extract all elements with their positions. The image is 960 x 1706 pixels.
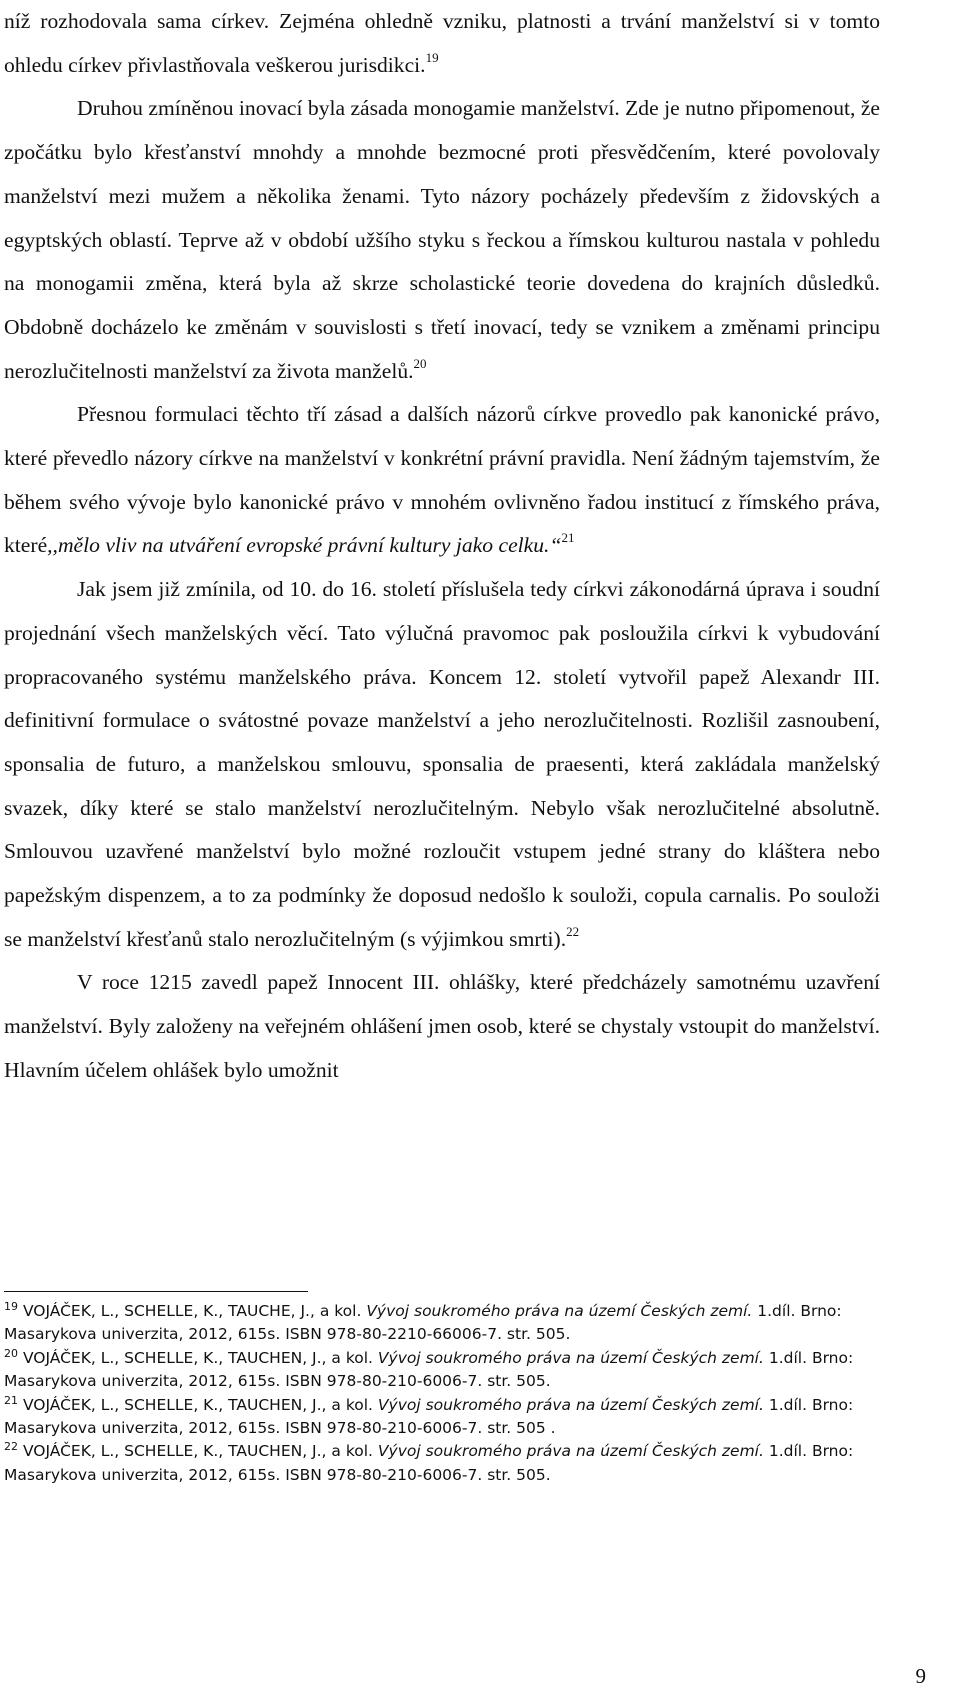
paragraph-2 xyxy=(4,87,880,393)
footnotes xyxy=(4,1300,880,1487)
footnote-title: Vývoj soukromého práva na území Českých zemí. xyxy=(366,1302,753,1320)
footnote-separator xyxy=(4,1291,308,1292)
footnote-details: 1.díl. Brno: Masarykova univerzita, 2012, 615s. ISBN 978-80-2210-66006-7. str. 505. xyxy=(4,1302,842,1344)
paragraph-5 xyxy=(4,961,880,1092)
footnote-ref-22[interactable]: 22 xyxy=(566,923,580,939)
footnote-title: Vývoj soukromého práva na území Českých zemí. xyxy=(377,1395,764,1414)
footnote-number: 21 xyxy=(4,1393,18,1407)
paragraph-4-text: Jak jsem již zmínila, od 10. do 16. století příslušela tedy církvi zákonodárná úprava i soudní projednání všech manželských věcí. Tato výlučná pravomoc pak posloužila církvi k vybudování propracovaného systému manželského práva. Koncem 12. století vytvořil papež Alexandr III. definitivní formulace o svátostné povaze manželství a jeho nerozlučitelnosti. Rozlišil zasnoubení, sponsalia de futuro, a manželskou smlouvu, sponsalia de praesenti, která zakládala manželský svazek, díky které se stalo manželství nerozlučitelným. Nebylo však nerozlučitelné absolutně. Smlouvou uzavřené manželství bylo možné rozloučit vstupem jedné strany do kláštera nebo papežským dispenzem, a to za podmínky že doposud nedošlo k souloži, copula carnalis. Po souloži se manželství křesťanů stalo nerozlučitelným (s výjimkou smrti). xyxy=(4,577,880,951)
footnote-authors: VOJÁČEK, L., SCHELLE, K., TAUCHEN, J., a kol. xyxy=(22,1442,373,1461)
footnote-22 xyxy=(4,1440,880,1487)
footnote-authors: VOJÁČEK, L., SCHELLE, K., TAUCHEN, J., a kol. xyxy=(22,1348,373,1367)
paragraph-1-text: níž rozhodovala sama církev. Zejména ohledně vzniku, platnosti a trvání manželství si v tomto ohledu církev přivlastňovala veškerou jurisdikci. xyxy=(4,9,880,77)
footnote-details: 1.díl. Brno: Masarykova univerzita, 2012, 615s. ISBN 978-80-210-6006-7. str. 505 . xyxy=(4,1395,854,1438)
paragraph-1 xyxy=(4,0,880,87)
footnote-authors: VOJÁČEK, L., SCHELLE, K., TAUCHEN, J., a kol. xyxy=(22,1395,373,1414)
footnote-ref-21[interactable]: 21 xyxy=(561,530,575,546)
paragraph-3-quote-end: “ xyxy=(549,533,562,558)
footnote-20 xyxy=(4,1347,880,1394)
paragraph-4 xyxy=(4,568,880,961)
footnote-ref-20[interactable]: 20 xyxy=(413,355,427,371)
footnote-ref-19[interactable]: 19 xyxy=(425,49,439,65)
footnote-details: 1.díl. Brno: Masarykova univerzita, 2012, 615s. ISBN 978-80-210-6006-7. str. 505. xyxy=(4,1442,854,1484)
footnote-number: 19 xyxy=(4,1300,18,1313)
footnote-number: 20 xyxy=(4,1346,18,1360)
page-number: 9 xyxy=(915,1664,926,1688)
paragraph-3-quote: ,,mělo vliv na utváření evropské právní kultury jako celku. xyxy=(47,533,550,558)
footnote-details: 1.díl. Brno: Masarykova univerzita, 2012, 615s. ISBN 978-80-210-6006-7. str. 505. xyxy=(4,1348,854,1391)
footnote-title: Vývoj soukromého práva na území Českých zemí. xyxy=(377,1442,764,1461)
footnote-authors: VOJÁČEK, L., SCHELLE, K., TAUCHE, J., a kol. xyxy=(22,1302,362,1320)
footnote-21 xyxy=(4,1394,880,1441)
footnote-number: 22 xyxy=(4,1440,18,1454)
paragraph-5-text: V roce 1215 zavedl papež Innocent III. ohlášky, které předcházely samotnému uzavření manželství. Byly založeny na veřejném ohlášení jmen osob, které se chystaly vstoupit do manželství. Hlavním účelem ohlášek bylo umožnit xyxy=(4,970,880,1082)
paragraph-2-text: Druhou zmíněnou inovací byla zásada monogamie manželství. Zde je nutno připomenout, že zpočátku bylo křesťanství mnohdy a mnohde bezmocné proti přesvědčením, které povolovaly manželství mezi mužem a několika ženami. Tyto názory pocházely především z židovských a egyptských oblastí. Teprve až v období užšího styku s řeckou a římskou kulturou nastala v pohledu na monogamii změna, která byla až skrze scholastické teorie dovedena do krajních důsledků. Obdobně docházelo ke změnám v souvislosti s třetí inovací, tedy se vznikem a změnami principu nerozlučitelnosti manželství za života manželů. xyxy=(4,96,880,383)
footnote-title: Vývoj soukromého práva na území Českých zemí. xyxy=(377,1348,764,1367)
paragraph-3 xyxy=(4,393,880,568)
footnote-19 xyxy=(4,1300,880,1347)
body-text xyxy=(4,0,880,1093)
paragraph-3-text: Přesnou formulaci těchto tří zásad a dalších názorů církve provedlo pak kanonické právo, které převedlo názory církve na manželství v konkrétní právní pravidla. Není žádným tajemstvím, že během svého vývoje bylo kanonické právo v mnohém ovlivněno řadou institucí z římského práva, které xyxy=(4,402,880,558)
